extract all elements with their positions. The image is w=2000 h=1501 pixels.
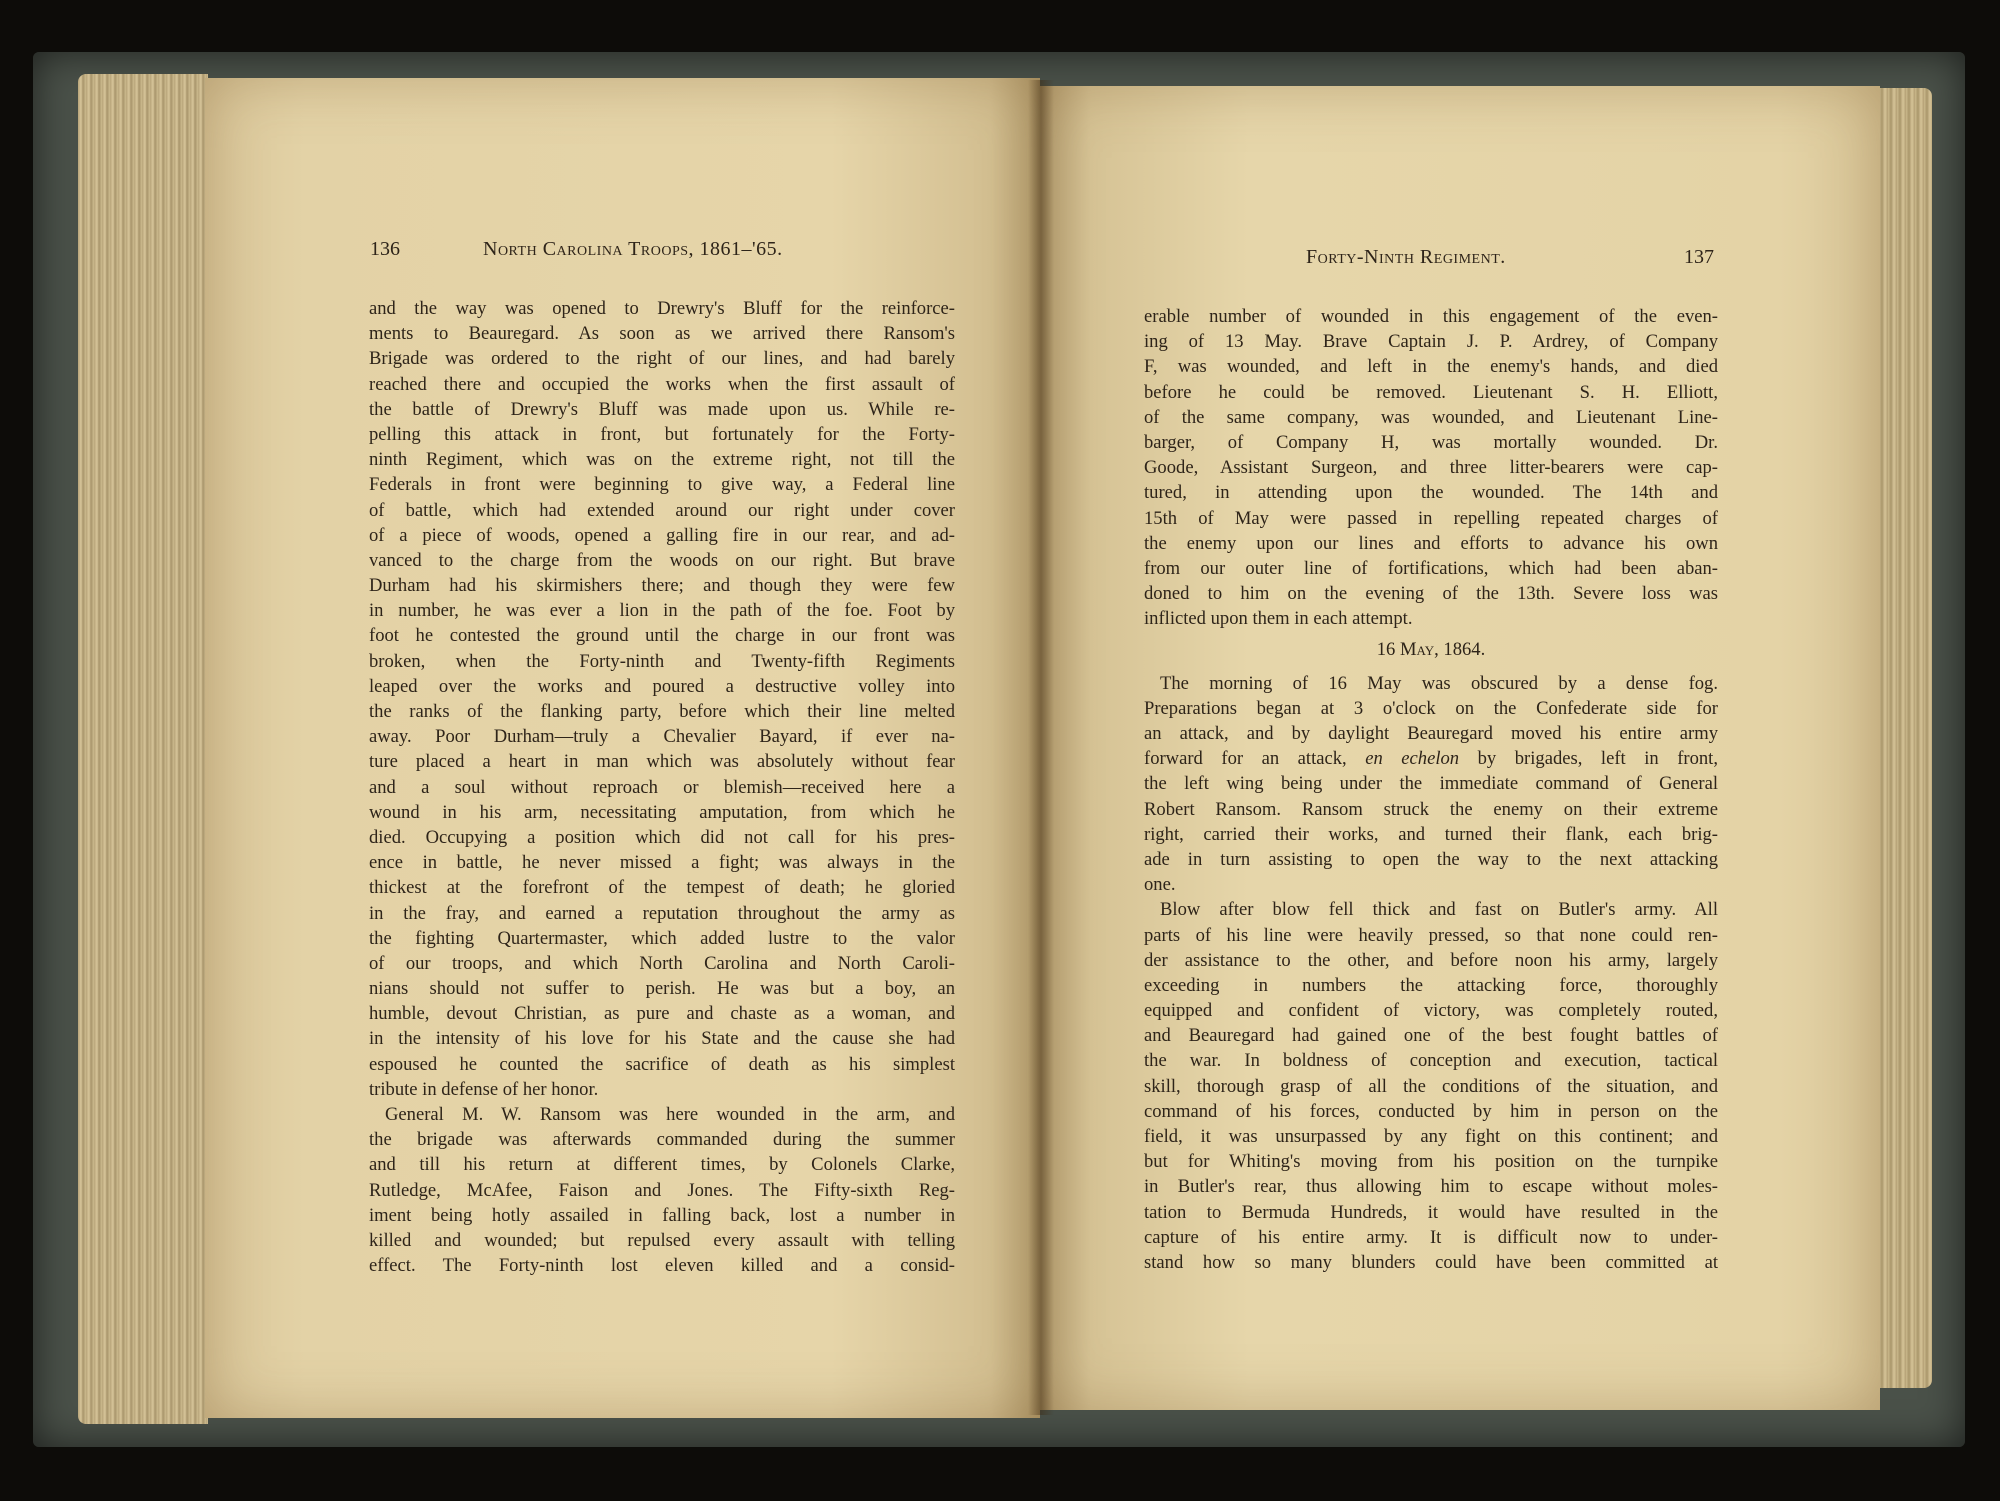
text-line: tation to Bermuda Hundreds, it would have resulted in the <box>1144 1201 1718 1223</box>
text-line: ence in battle, he never missed a fight; was always in the <box>369 852 955 874</box>
book-gutter <box>1028 80 1054 1415</box>
text-line: 15th of May were passed in repelling repeated charges of <box>1144 507 1718 529</box>
text-line: and Beauregard had gained one of the best fought battles of <box>1144 1025 1718 1047</box>
text-line: the ranks of the flanking party, before which their line melted <box>369 701 955 722</box>
text-line: capture of his entire army. It is difficult now to under- <box>1144 1226 1718 1248</box>
text-line: and the way was opened to Drewry's Bluff for the reinforce- <box>369 298 955 319</box>
text-line: ture placed a heart in man which was absolutely without fear <box>369 751 955 773</box>
text-line <box>1144 746 1718 771</box>
text-line: but for Whiting's moving from his position on the turnpike <box>1144 1151 1718 1173</box>
text-line: der assistance to the other, and before noon his army, largely <box>1144 949 1718 971</box>
text-line: and till his return at different times, by Colonels Clarke, <box>369 1154 955 1176</box>
text-line: nians should not suffer to perish. He was but a boy, an <box>369 978 955 1000</box>
text-line: away. Poor Durham—truly a Chevalier Bayard, if ever na- <box>369 726 955 748</box>
text-line: foot he contested the ground until the charge in our front was <box>369 625 955 647</box>
text-line: equipped and confident of victory, was completely routed, <box>1144 1000 1718 1022</box>
right-page <box>1040 86 1880 1410</box>
text-line: F, was wounded, and left in the enemy's hands, and died <box>1144 356 1718 378</box>
text-line: The morning of 16 May was obscured by a dense fog. <box>1160 672 1718 694</box>
text-line: the brigade was afterwards commanded during the summer <box>369 1129 955 1151</box>
text-line: in number, he was ever a lion in the path of the foe. Foot by <box>369 600 955 622</box>
text-line: tribute in defense of her honor. <box>369 1078 599 1100</box>
text-line: and a soul without reproach or blemish—received here a <box>369 776 955 798</box>
text-line: espoused he counted the sacrifice of death as his simplest <box>369 1053 955 1075</box>
text-line: in the fray, and earned a reputation throughout the army as <box>369 902 955 924</box>
text-line: Blow after blow fell thick and fast on Butler's army. All <box>1160 899 1718 921</box>
text-line: pelling this attack in front, but fortunately for the Forty- <box>369 423 955 445</box>
text-line: skill, thorough grasp of all the conditions of the situation, and <box>1144 1075 1718 1097</box>
text-run: forward for an attack, <box>1144 748 1366 770</box>
text-line: Rutledge, McAfee, Faison and Jones. The Fifty-sixth Reg- <box>369 1179 955 1201</box>
text-line: right, carried their works, and turned their flank, each brig- <box>1144 823 1718 845</box>
text-line: one. <box>1144 874 1176 896</box>
page-number: 137 <box>1684 246 1714 268</box>
text-run: by brigades, left in front, <box>1459 748 1718 770</box>
text-line: doned to him on the evening of the 13th. Severe loss was <box>1144 583 1718 605</box>
text-line: the enemy upon our lines and efforts to advance his own <box>1144 532 1718 554</box>
text-line: effect. The Forty-ninth lost eleven killed and a consid- <box>369 1255 955 1277</box>
section-heading-year: , 1864. <box>1434 639 1486 661</box>
text-line: ade in turn assisting to open the way to the next attacking <box>1144 848 1718 870</box>
text-line: wound in his arm, necessitating amputation, from which he <box>369 801 955 823</box>
text-line: Federals in front were beginning to give way, a Federal line <box>369 474 955 496</box>
text-line: killed and wounded; but repulsed every assault with telling <box>369 1229 955 1251</box>
text-line: broken, when the Forty-ninth and Twenty-fifth Regiments <box>369 650 955 672</box>
section-heading-month: May <box>1399 639 1435 661</box>
text-line: General M. W. Ransom was here wounded in the arm, and <box>385 1104 955 1125</box>
text-line: Preparations began at 3 o'clock on the Confederate side for <box>1144 697 1718 719</box>
text-line: the war. In boldness of conception and execution, tactical <box>1144 1050 1718 1072</box>
text-line: an attack, and by daylight Beauregard moved his entire army <box>1144 723 1718 744</box>
italic-phrase: en echelon <box>1365 748 1460 770</box>
section-heading-day: 16 <box>1376 639 1396 661</box>
text-line: from our outer line of fortifications, which had been aban- <box>1144 557 1718 579</box>
running-head: North Carolina Troops, 1861–'65. <box>483 238 783 260</box>
text-line: of a piece of woods, opened a galling fire in our rear, and ad- <box>369 524 955 546</box>
text-line: Durham had his skirmishers there; and though they were few <box>369 575 955 597</box>
text-line: stand how so many blunders could have been committed at <box>1144 1251 1718 1273</box>
text-line: erable number of wounded in this engagement of the even- <box>1144 306 1718 327</box>
page-text <box>1144 304 1718 1275</box>
text-line: humble, devout Christian, as pure and chaste as a woman, and <box>369 1003 955 1025</box>
text-line: vanced to the charge from the woods on our right. But brave <box>369 549 955 571</box>
section-heading <box>1144 637 1718 662</box>
text-line: the left wing being under the immediate command of General <box>1144 773 1718 795</box>
text-line: ing of 13 May. Brave Captain J. P. Ardrey, of Company <box>1144 331 1718 353</box>
text-line: command of his forces, conducted by him in person on the <box>1144 1100 1718 1122</box>
text-line: leaped over the works and poured a destructive volley into <box>369 675 955 697</box>
text-line: before he could be removed. Lieutenant S. H. Elliott, <box>1144 381 1718 403</box>
running-head: Forty-Ninth Regiment. <box>1306 246 1506 268</box>
text-line: field, it was unsurpassed by any fight on this continent; and <box>1144 1126 1718 1147</box>
text-line: barger, of Company H, was mortally wounded. Dr. <box>1144 431 1718 453</box>
text-line: tured, in attending upon the wounded. The 14th and <box>1144 482 1718 504</box>
text-line: parts of his line were heavily pressed, so that none could ren- <box>1144 924 1718 946</box>
text-line: the battle of Drewry's Bluff was made upon us. While re- <box>369 398 955 420</box>
text-line: thickest at the forefront of the tempest of death; he gloried <box>369 877 955 899</box>
text-line: died. Occupying a position which did not call for his pres- <box>369 826 955 848</box>
text-line: in Butler's rear, thus allowing him to escape without moles- <box>1144 1176 1718 1198</box>
text-line: of battle, which had extended around our right under cover <box>369 499 955 521</box>
page-edges-left <box>78 74 208 1424</box>
text-line: exceeding in numbers the attacking force, thoroughly <box>1144 974 1718 996</box>
text-line: iment being hotly assailed in falling back, lost a number in <box>369 1204 955 1226</box>
text-line: inflicted upon them in each attempt. <box>1144 608 1413 630</box>
text-line: Robert Ransom. Ransom struck the enemy on their extreme <box>1144 798 1718 820</box>
text-line: Brigade was ordered to the right of our lines, and had barely <box>369 348 955 370</box>
page-text <box>369 296 955 1278</box>
text-line: Goode, Assistant Surgeon, and three litter-bearers were cap- <box>1144 457 1718 479</box>
left-page <box>205 78 1040 1418</box>
text-line: ments to Beauregard. As soon as we arrived there Ransom's <box>369 323 955 345</box>
text-line: reached there and occupied the works when the first assault of <box>369 373 955 395</box>
page-number: 136 <box>370 238 400 260</box>
text-line: of our troops, and which North Carolina and North Caroli- <box>369 952 955 974</box>
text-line: in the intensity of his love for his State and the cause she had <box>369 1028 955 1050</box>
text-line: ninth Regiment, which was on the extreme right, not till the <box>369 449 955 471</box>
text-line: the fighting Quartermaster, which added lustre to the valor <box>369 927 955 949</box>
text-line: of the same company, was wounded, and Lieutenant Line- <box>1144 406 1718 428</box>
